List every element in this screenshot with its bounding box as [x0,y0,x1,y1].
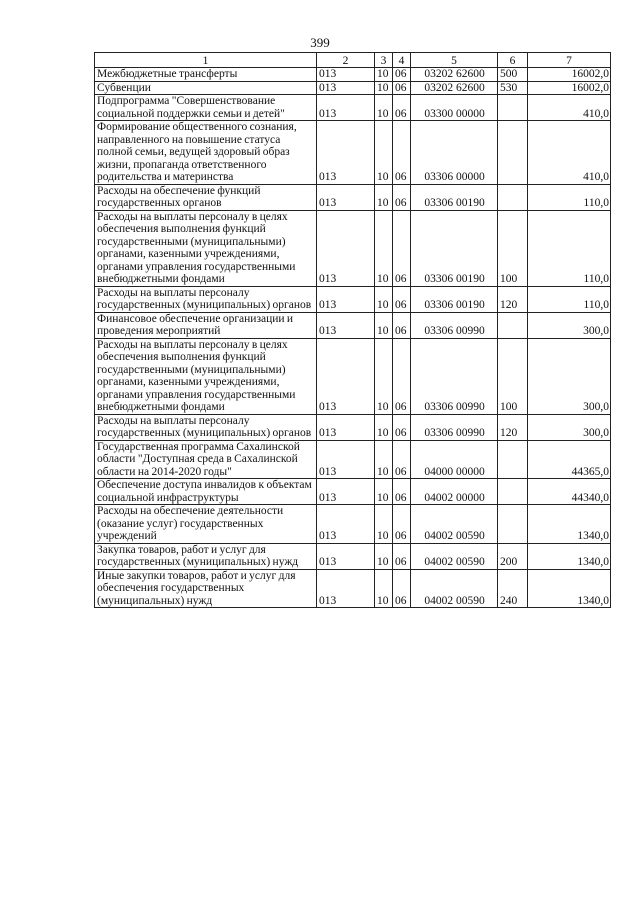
subsection-code: 06 [393,210,411,286]
subsection-code: 06 [393,68,411,82]
row-name: Расходы на выплаты персоналу государственных (муниципальных) органов [95,414,317,440]
table-row [95,95,611,121]
table-row [95,569,611,608]
table-row [95,543,611,569]
expense-type-code [498,505,528,544]
section-code: 10 [375,505,393,544]
subsection-code: 06 [393,312,411,338]
target-article-code: 03306 00190 [411,210,498,286]
expense-type-code: 120 [498,286,528,312]
ministry-code: 013 [317,312,375,338]
ministry-code: 013 [317,440,375,479]
table-row [95,68,611,82]
expense-type-code: 100 [498,338,528,414]
target-article-code: 03306 00990 [411,312,498,338]
section-code: 10 [375,81,393,95]
target-article-code: 03202 62600 [411,81,498,95]
amount: 44340,0 [528,479,611,505]
row-name: Формирование общественного сознания, направленного на повышение статуса полной семьи, ведущей здоровый образ жизни, пропаганда ответственного родительства и материнства [95,121,317,185]
ministry-code: 013 [317,184,375,210]
column-header-6: 6 [498,53,528,68]
row-name: Расходы на обеспечение деятельности (оказание услуг) государственных учреждений [95,505,317,544]
table-row [95,505,611,544]
target-article-code: 04002 00590 [411,569,498,608]
target-article-code: 04002 00590 [411,505,498,544]
section-code: 10 [375,286,393,312]
expense-type-code [498,312,528,338]
amount: 410,0 [528,121,611,185]
subsection-code: 06 [393,338,411,414]
section-code: 10 [375,440,393,479]
row-name: Расходы на выплаты персоналу государственных (муниципальных) органов [95,286,317,312]
row-name: Государственная программа Сахалинской области "Доступная среда в Сахалинской области на 2014-2020 годы" [95,440,317,479]
amount: 410,0 [528,95,611,121]
amount: 1340,0 [528,543,611,569]
table-row [95,440,611,479]
row-name: Расходы на выплаты персоналу в целях обеспечения выполнения функций государственными (муниципальными) органами, казенными учреждениями, органами управления государственными внебюджетными фондами [95,338,317,414]
target-article-code: 03202 62600 [411,68,498,82]
expense-type-code [498,121,528,185]
ministry-code: 013 [317,479,375,505]
expense-type-code: 530 [498,81,528,95]
row-name: Финансовое обеспечение организации и проведения мероприятий [95,312,317,338]
subsection-code: 06 [393,505,411,544]
amount: 44365,0 [528,440,611,479]
section-code: 10 [375,210,393,286]
ministry-code: 013 [317,68,375,82]
row-name: Закупка товаров, работ и услуг для государственных (муниципальных) нужд [95,543,317,569]
subsection-code: 06 [393,184,411,210]
budget-table [94,52,611,608]
section-code: 10 [375,569,393,608]
ministry-code: 013 [317,286,375,312]
amount: 110,0 [528,184,611,210]
ministry-code: 013 [317,414,375,440]
subsection-code: 06 [393,569,411,608]
target-article-code: 03306 00990 [411,338,498,414]
column-header-7: 7 [528,53,611,68]
expense-type-code: 240 [498,569,528,608]
section-code: 10 [375,184,393,210]
amount: 110,0 [528,210,611,286]
column-header-4: 4 [393,53,411,68]
section-code: 10 [375,479,393,505]
expense-type-code: 120 [498,414,528,440]
subsection-code: 06 [393,479,411,505]
amount: 1340,0 [528,569,611,608]
target-article-code: 04002 00590 [411,543,498,569]
section-code: 10 [375,543,393,569]
row-name: Иные закупки товаров, работ и услуг для обеспечения государственных (муниципальных) нужд [95,569,317,608]
amount: 16002,0 [528,81,611,95]
target-article-code: 03306 00190 [411,184,498,210]
subsection-code: 06 [393,414,411,440]
expense-type-code [498,184,528,210]
row-name: Межбюджетные трансферты [95,68,317,82]
ministry-code: 013 [317,338,375,414]
table-row [95,312,611,338]
ministry-code: 013 [317,81,375,95]
table-row [95,338,611,414]
amount: 300,0 [528,338,611,414]
subsection-code: 06 [393,121,411,185]
column-header-5: 5 [411,53,498,68]
subsection-code: 06 [393,543,411,569]
table-row [95,184,611,210]
expense-type-code: 200 [498,543,528,569]
row-name: Расходы на обеспечение функций государственных органов [95,184,317,210]
expense-type-code: 100 [498,210,528,286]
row-name: Субвенции [95,81,317,95]
ministry-code: 013 [317,95,375,121]
target-article-code: 03300 00000 [411,95,498,121]
target-article-code: 03306 00990 [411,414,498,440]
row-name: Расходы на выплаты персоналу в целях обеспечения выполнения функций государственными (муниципальными) органами, казенными учреждениями, органами управления государственными внебюджетными фондами [95,210,317,286]
section-code: 10 [375,121,393,185]
table-row [95,81,611,95]
subsection-code: 06 [393,81,411,95]
amount: 16002,0 [528,68,611,82]
subsection-code: 06 [393,440,411,479]
ministry-code: 013 [317,505,375,544]
ministry-code: 013 [317,210,375,286]
row-name: Подпрограмма "Совершенствование социальной поддержки семьи и детей" [95,95,317,121]
ministry-code: 013 [317,569,375,608]
amount: 300,0 [528,312,611,338]
section-code: 10 [375,338,393,414]
header-row [95,53,611,68]
table-row [95,121,611,185]
ministry-code: 013 [317,543,375,569]
expense-type-code [498,479,528,505]
expense-type-code [498,440,528,479]
target-article-code: 04000 00000 [411,440,498,479]
table-row [95,479,611,505]
table-row [95,286,611,312]
section-code: 10 [375,312,393,338]
section-code: 10 [375,68,393,82]
amount: 1340,0 [528,505,611,544]
amount: 110,0 [528,286,611,312]
target-article-code: 03306 00000 [411,121,498,185]
amount: 300,0 [528,414,611,440]
ministry-code: 013 [317,121,375,185]
expense-type-code: 500 [498,68,528,82]
table-row [95,414,611,440]
section-code: 10 [375,414,393,440]
target-article-code: 03306 00190 [411,286,498,312]
page-number: 399 [310,35,330,50]
row-name: Обеспечение доступа инвалидов к объектам социальной инфраструктуры [95,479,317,505]
subsection-code: 06 [393,286,411,312]
column-header-1: 1 [95,53,317,68]
section-code: 10 [375,95,393,121]
subsection-code: 06 [393,95,411,121]
expense-type-code [498,95,528,121]
column-header-2: 2 [317,53,375,68]
target-article-code: 04002 00000 [411,479,498,505]
column-header-3: 3 [375,53,393,68]
table-row [95,210,611,286]
